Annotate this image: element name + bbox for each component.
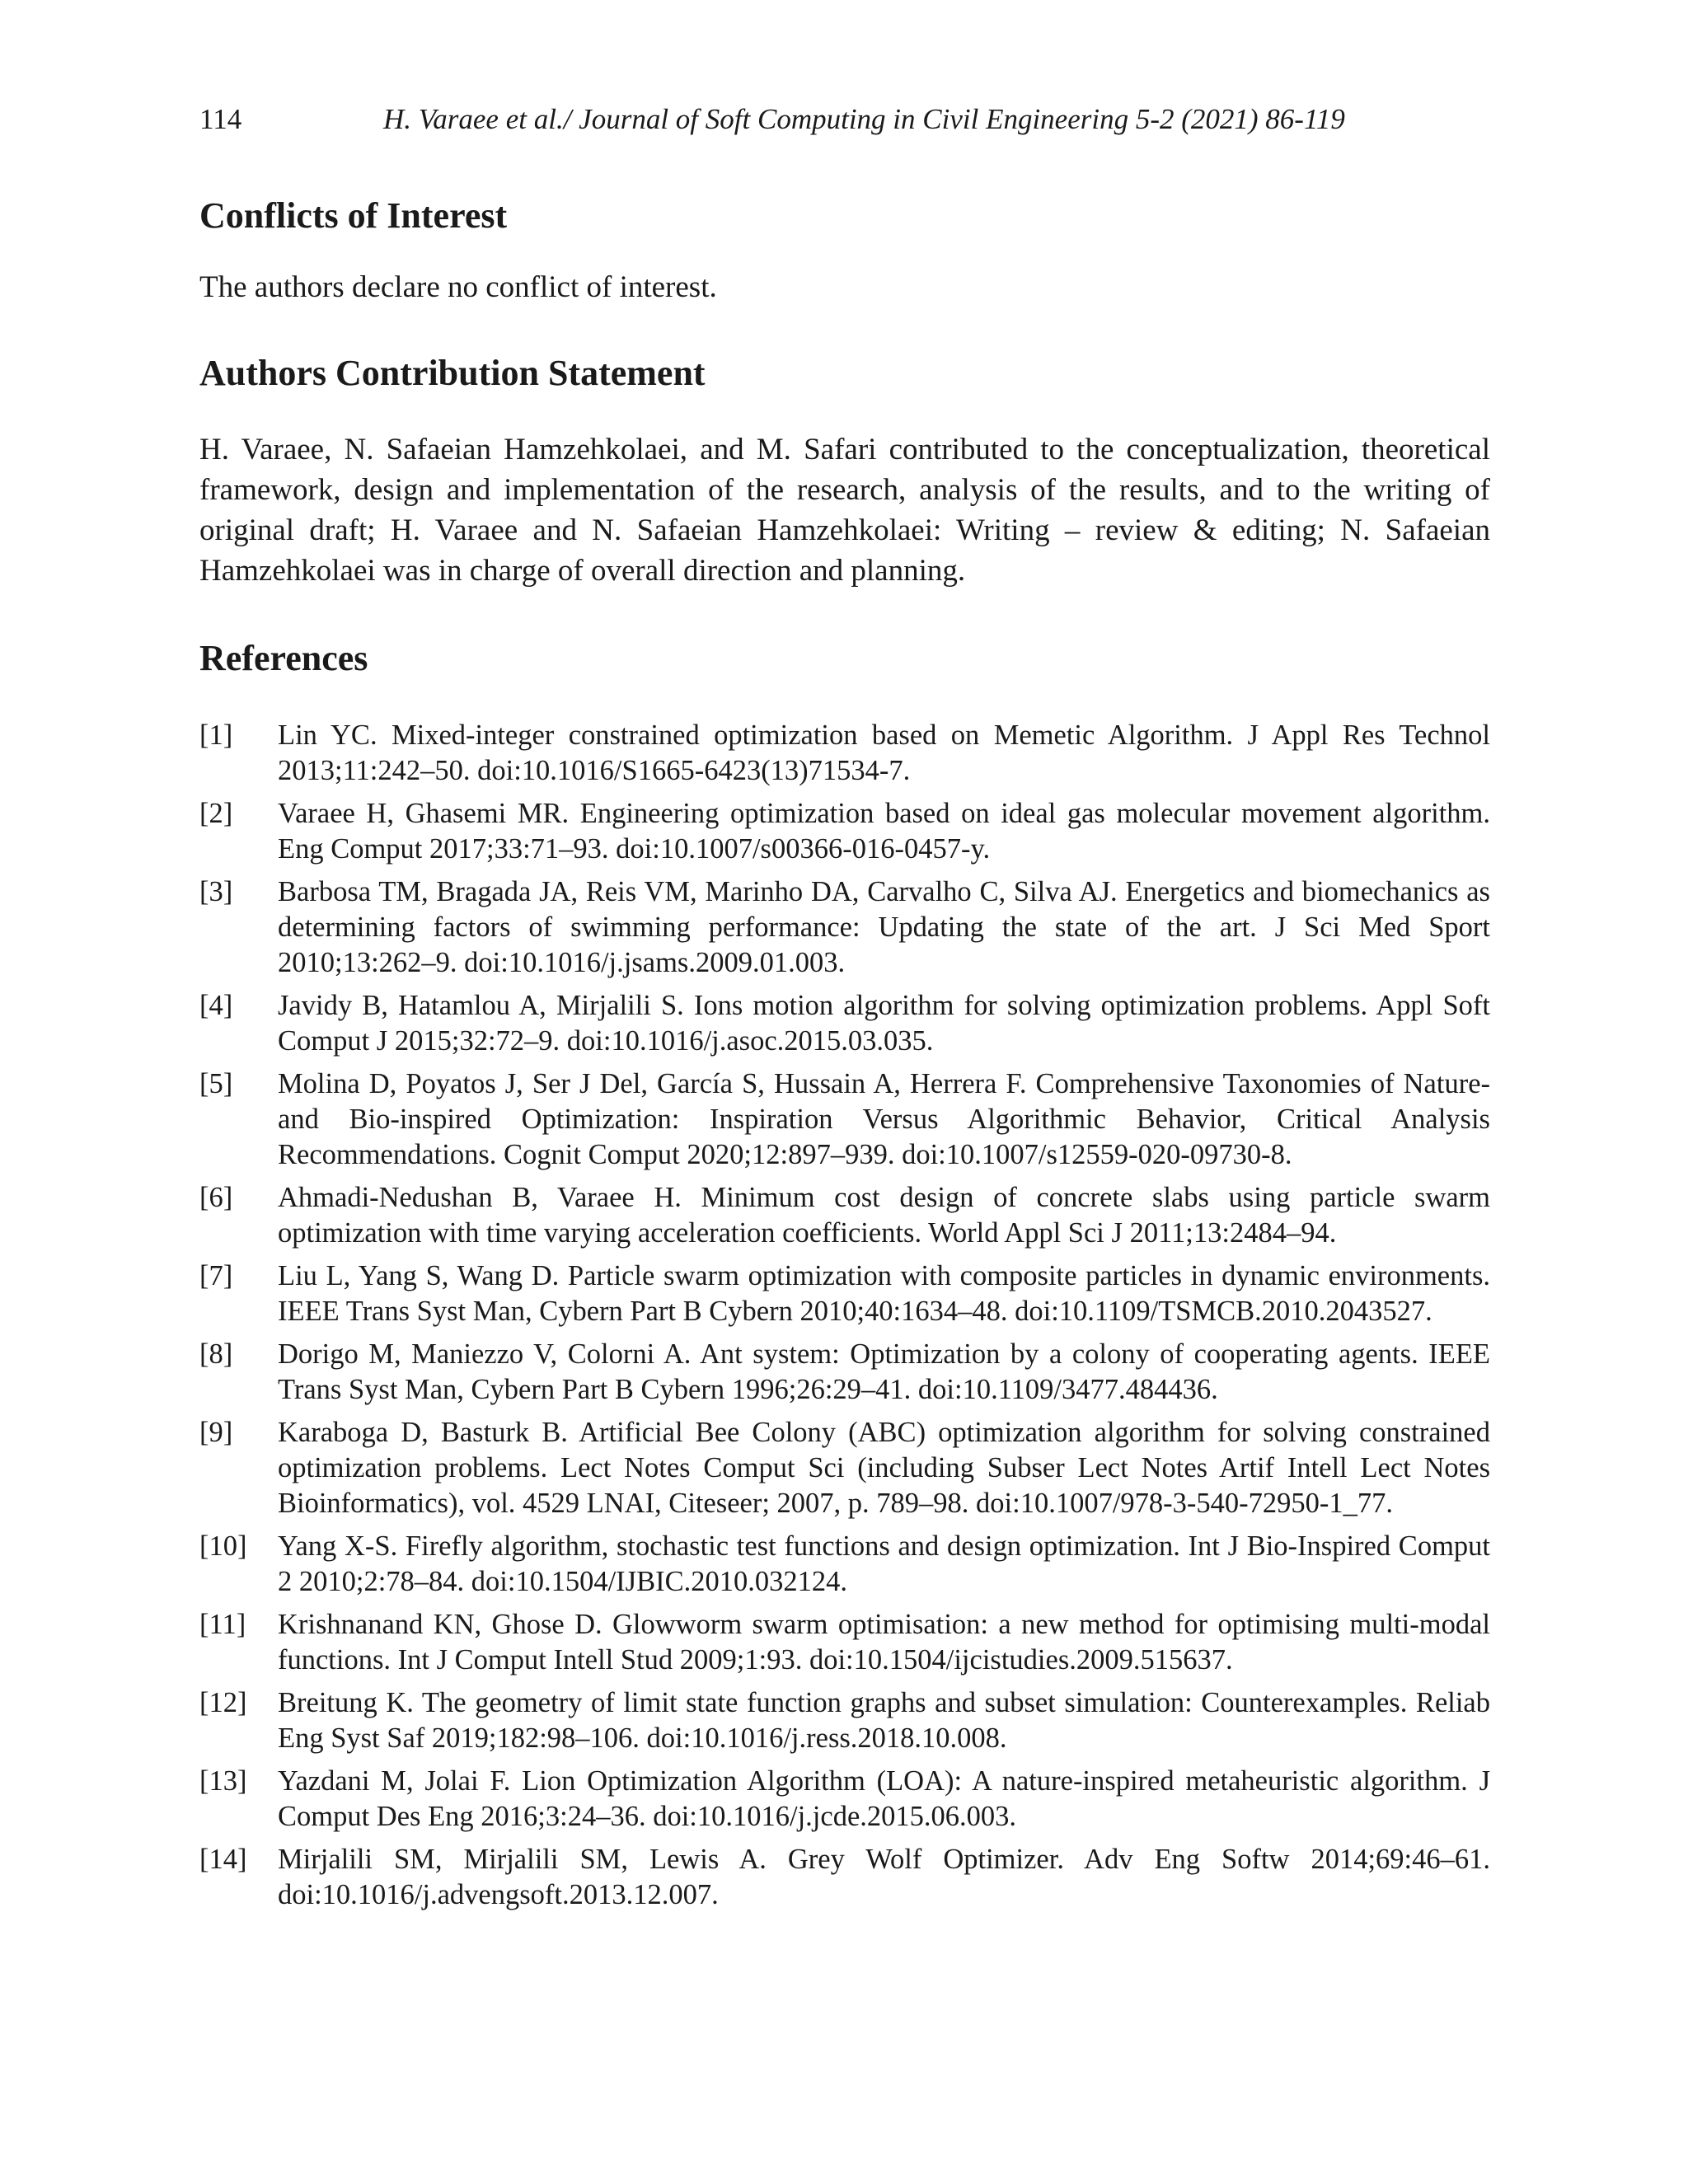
- reference-text: Javidy B, Hatamlou A, Mirjalili S. Ions motion algorithm for solving optimization problems. Appl Soft Comput J 2015;32:72–9. doi:10.1016/j.asoc.2015.03.035.: [278, 990, 1490, 1057]
- page-number: 114: [199, 103, 242, 135]
- reference-number: [2]: [199, 798, 233, 829]
- reference-item: [199, 718, 1490, 789]
- contribution-heading: Authors Contribution Statement: [199, 353, 706, 393]
- reference-item: [199, 1842, 1490, 1913]
- page-content: [199, 191, 1490, 1920]
- reference-text: Ahmadi-Nedushan B, Varaee H. Minimum cost design of concrete slabs using particle swarm optimization with time varying acceleration coefficients. World Appl Sci J 2011;13:2484–94.: [278, 1182, 1490, 1249]
- reference-text: Varaee H, Ghasemi MR. Engineering optimization based on ideal gas molecular movement algorithm. Eng Comput 2017;33:71–93. doi:10.1007/s00366-016-0457-y.: [278, 798, 1490, 865]
- reference-number: [9]: [199, 1417, 233, 1448]
- reference-item: [199, 1607, 1490, 1678]
- references-heading: References: [199, 638, 368, 678]
- reference-number: [6]: [199, 1182, 233, 1213]
- running-head: H. Varaee et al./ Journal of Soft Computing in Civil Engineering 5-2 (2021) 86-119: [383, 103, 1345, 135]
- reference-item: [199, 796, 1490, 867]
- reference-text: Breitung K. The geometry of limit state function graphs and subset simulation: Counterexamples. Reliab Eng Syst Saf 2019;182:98–106. doi:10.1016/j.ress.2018.10.008.: [278, 1687, 1490, 1754]
- reference-item: [199, 1529, 1490, 1600]
- reference-number: [3]: [199, 876, 233, 907]
- reference-item: [199, 874, 1490, 981]
- reference-item: [199, 1685, 1490, 1756]
- reference-list: [199, 718, 1490, 1913]
- page-header: [199, 99, 1490, 140]
- reference-item: [199, 1415, 1490, 1521]
- reference-text: Lin YC. Mixed-integer constrained optimization based on Memetic Algorithm. J Appl Res Technol 2013;11:242–50. doi:10.1016/S1665-6423(13)71534-7.: [278, 719, 1490, 786]
- reference-item: [199, 1180, 1490, 1251]
- reference-text: Krishnanand KN, Ghose D. Glowworm swarm optimisation: a new method for optimising multi-modal functions. Int J Comput Intell Stud 2009;1:93. doi:10.1504/ijcistudies.2009.515637.: [278, 1609, 1490, 1675]
- reference-text: Yazdani M, Jolai F. Lion Optimization Algorithm (LOA): A nature-inspired metaheuristic algorithm. J Comput Des Eng 2016;3:24–36. doi:10.1016/j.jcde.2015.06.003.: [278, 1765, 1490, 1832]
- reference-number: [11]: [199, 1609, 246, 1640]
- reference-text: Liu L, Yang S, Wang D. Particle swarm optimization with composite particles in dynamic environments. IEEE Trans Syst Man, Cybern Part B Cybern 2010;40:1634–48. doi:10.1109/TSMCB.2010.2043527.: [278, 1260, 1490, 1327]
- reference-number: [13]: [199, 1765, 247, 1797]
- reference-item: [199, 1764, 1490, 1835]
- reference-item: [199, 1066, 1490, 1173]
- reference-text: Barbosa TM, Bragada JA, Reis VM, Marinho DA, Carvalho C, Silva AJ. Energetics and biomechanics as determining factors of swimming performance: Updating the state of the art. J Sci Med Sport 2010;13:262–9. doi:10.1016/j.jsams.2009.01.003.: [278, 876, 1490, 978]
- reference-item: [199, 1337, 1490, 1408]
- reference-text: Molina D, Poyatos J, Ser J Del, García S, Hussain A, Herrera F. Comprehensive Taxonomies of Nature- and Bio-inspired Optimization: Inspiration Versus Algorithmic Behavior, Critical Analysis Recommendations. Cognit Comput 2020;12:897–939. doi:10.1007/s12559-020-09730-8.: [278, 1068, 1490, 1170]
- reference-item: [199, 988, 1490, 1059]
- reference-number: [10]: [199, 1530, 247, 1562]
- contribution-text: H. Varaee, N. Safaeian Hamzehkolaei, and M. Safari contributed to the conceptualization, theoretical framework, design and implementation of the research, analysis of the results, and to the writing of original draft; H. Varaee and N. Safaeian Hamzehkolaei: Writing – review & editing; N. Safaeian Hamzehkolaei was in charge of overall direction and planning.: [199, 433, 1490, 588]
- conflicts-heading: Conflicts of Interest: [199, 195, 508, 236]
- reference-number: [5]: [199, 1068, 233, 1099]
- reference-text: Karaboga D, Basturk B. Artificial Bee Colony (ABC) optimization algorithm for solving constrained optimization problems. Lect Notes Comput Sci (including Subser Lect Notes Artif Intell Lect Notes Bioinformatics), vol. 4529 LNAI, Citeseer; 2007, p. 789–98. doi:10.1007/978-3-540-72950-1_77.: [278, 1417, 1490, 1519]
- conflicts-text: The authors declare no conflict of interest.: [199, 270, 717, 304]
- reference-item: [199, 1258, 1490, 1329]
- reference-number: [1]: [199, 719, 233, 751]
- reference-text: Dorigo M, Maniezzo V, Colorni A. Ant system: Optimization by a colony of cooperating agents. IEEE Trans Syst Man, Cybern Part B Cybern 1996;26:29–41. doi:10.1109/3477.484436.: [278, 1338, 1490, 1405]
- reference-number: [12]: [199, 1687, 247, 1718]
- reference-number: [8]: [199, 1338, 233, 1370]
- reference-number: [4]: [199, 990, 233, 1021]
- reference-text: Yang X-S. Firefly algorithm, stochastic test functions and design optimization. Int J Bio-Inspired Comput 2 2010;2:78–84. doi:10.1504/IJBIC.2010.032124.: [278, 1530, 1490, 1597]
- reference-number: [14]: [199, 1844, 247, 1875]
- reference-text: Mirjalili SM, Mirjalili SM, Lewis A. Grey Wolf Optimizer. Adv Eng Softw 2014;69:46–61. doi:10.1016/j.advengsoft.2013.12.007.: [278, 1844, 1490, 1910]
- reference-number: [7]: [199, 1260, 233, 1291]
